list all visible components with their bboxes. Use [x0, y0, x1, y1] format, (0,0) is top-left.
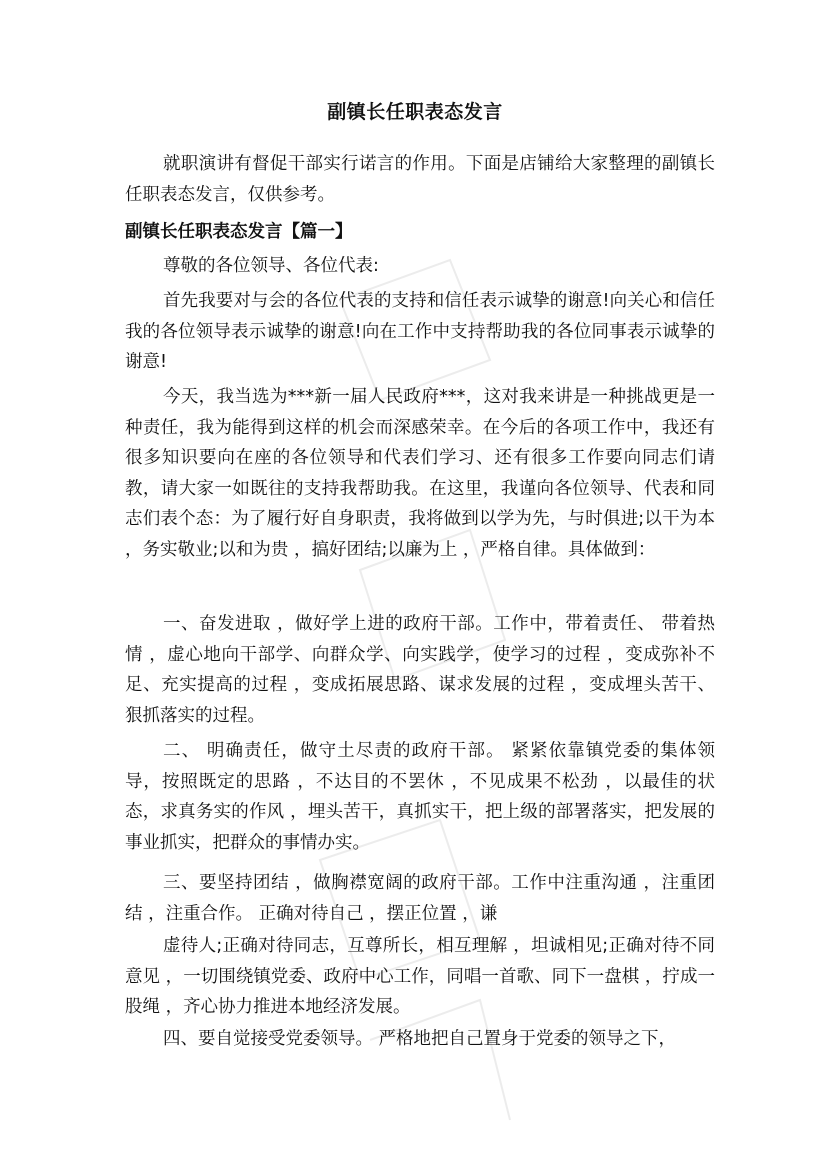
point-four-paragraph: 四、要自觉接受党委领导。 严格地把自己置身于党委的领导之下， — [163, 1029, 677, 1049]
thanks-paragraph: 首先我要对与会的各位代表的支持和信任表示诚挚的谢意!向关心和信任我的各位领导表示诚挚的谢意!向在工作中支持帮助我的各位同事表示诚挚的谢意! — [125, 291, 715, 372]
document-title: 副镇长任职表态发言 — [327, 101, 503, 123]
point-one-paragraph: 一、奋发进取 ，做好学上进的政府干部。工作中，带着责任、 带着热情 ，虚心地向干部学、向群众学、向实践学，使学习的过程 ，变成弥补不足、充实提高的过程 ，变成拓展思路、谋求发展的过程 ，变成埋头苦干、 狠抓落实的过程。 — [125, 614, 715, 726]
intro-paragraph: 就职演讲有督促干部实行诺言的作用。下面是店铺给大家整理的副镇长任职表态发言，仅供参考。 — [125, 154, 715, 205]
pledge-paragraph: 今天，我当选为***新一届人民政府***，这对我来讲是一种挑战更是一种责任，我为能得到这样的机会而深感荣幸。在今后的各项工作中，我还有很多知识要向在座的各位领导和代表们学习、还有很多工作要向同志们请教，请大家一如既往的支持我帮助我。在这里，我谨向各位领导、代表和同志们表个态：为了履行好自身职责，我将做到以学为先，与时俱进;以干为本 ，务实敬业;以和为贵 ，搞好团结;以廉为上 ，严格自律。具体做到： — [125, 387, 715, 560]
section-heading: 副镇长任职表态发言【篇一】 — [125, 222, 353, 242]
salutation-paragraph: 尊敬的各位领导、各位代表: — [163, 256, 379, 276]
point-two-paragraph: 二、 明确责任，做守土尽责的政府干部。 紧紧依靠镇党委的集体领导，按照既定的思路 ，不达目的不罢休 ，不见成果不松劲 ，以最佳的状态，求真务实的作风 ，埋头苦干，真抓实干，把上级的部署落实，把发展的事业抓实，把群众的事情办实。 — [125, 741, 715, 853]
point-three-continuation-paragraph: 虚待人;正确对待同志，互尊所长，相互理解 ，坦诚相见;正确对待不同意见 ，一切围绕镇党委、政府中心工作，同唱一首歌、同下一盘棋 ，拧成一股绳 ，齐心协力推进本地经济发展。 — [125, 936, 715, 1017]
point-three-paragraph: 三、要坚持团结 ，做胸襟宽阔的政府干部。工作中注重沟通 ，注重团结 ，注重合作。 正确对待自己 ，摆正位置 ，谦 — [125, 873, 715, 924]
